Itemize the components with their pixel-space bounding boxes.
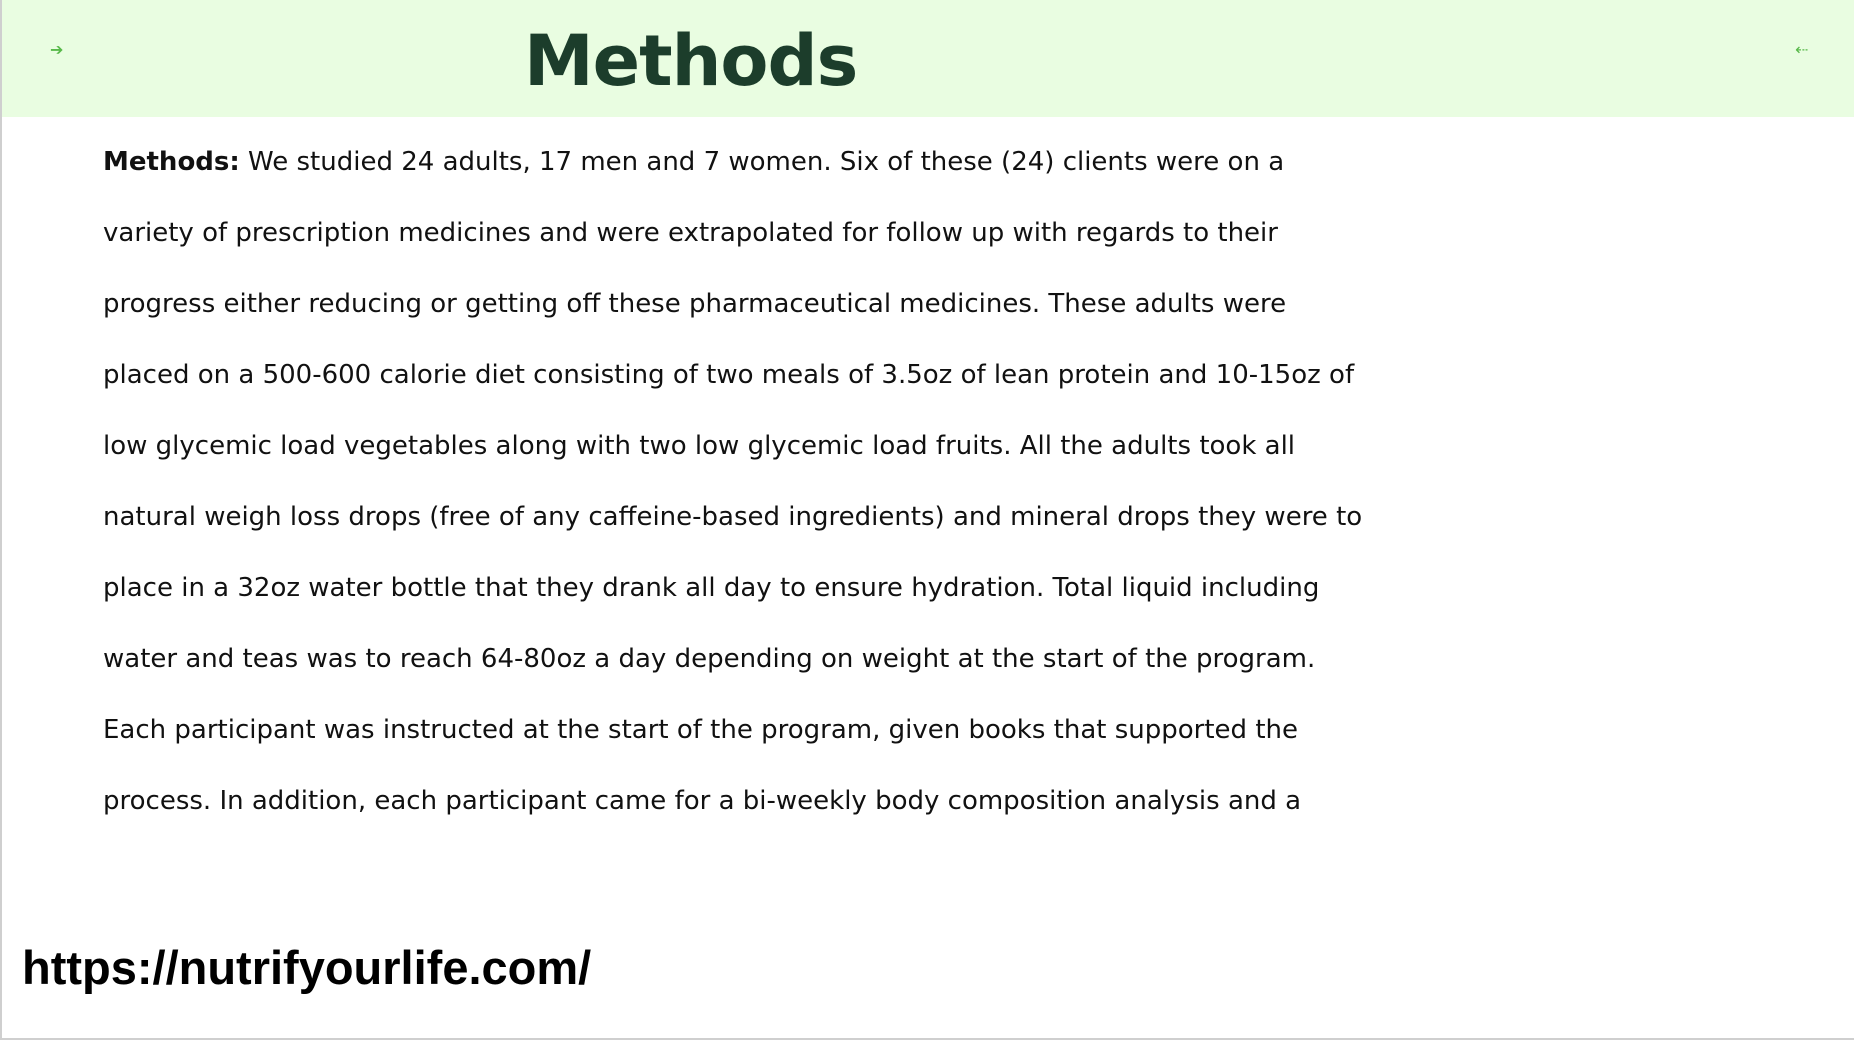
arrow-right-icon[interactable]: ➔ <box>50 40 64 59</box>
body-line: Each participant was instructed at the start of the program, given books that supported the <box>103 715 1298 745</box>
body-line: process. In addition, each participant came for a bi-weekly body composition analysis and a <box>103 786 1302 816</box>
header-band <box>2 0 1854 117</box>
body-line: low glycemic load vegetables along with two low glycemic load fruits. All the adults took all <box>103 431 1296 461</box>
footer-url-link[interactable]: https://nutrifyourlife.com/ <box>22 941 592 994</box>
body-line: progress either reducing or getting off these pharmaceutical medicines. These adults were <box>103 289 1287 319</box>
methods-body <box>103 127 1703 837</box>
slide-title: Methods <box>524 20 858 102</box>
body-line: placed on a 500-600 calorie diet consisting of two meals of 3.5oz of lean protein and 10-15oz of <box>103 360 1355 390</box>
body-line: water and teas was to reach 64-80oz a day depending on weight at the start of the program. <box>103 644 1316 674</box>
body-line-text: We studied 24 adults, 17 men and 7 women. Six of these (24) clients were on a <box>239 147 1285 177</box>
body-line: natural weigh loss drops (free of any caffeine-based ingredients) and mineral drops they were to <box>103 502 1363 532</box>
body-line: variety of prescription medicines and were extrapolated for follow up with regards to their <box>103 218 1278 248</box>
arrow-left-icon[interactable]: ⇠ <box>1795 40 1809 59</box>
methods-lead-label: Methods: <box>103 147 240 177</box>
body-line: place in a 32oz water bottle that they drank all day to ensure hydration. Total liquid including <box>103 573 1320 603</box>
body-line <box>103 127 1703 198</box>
